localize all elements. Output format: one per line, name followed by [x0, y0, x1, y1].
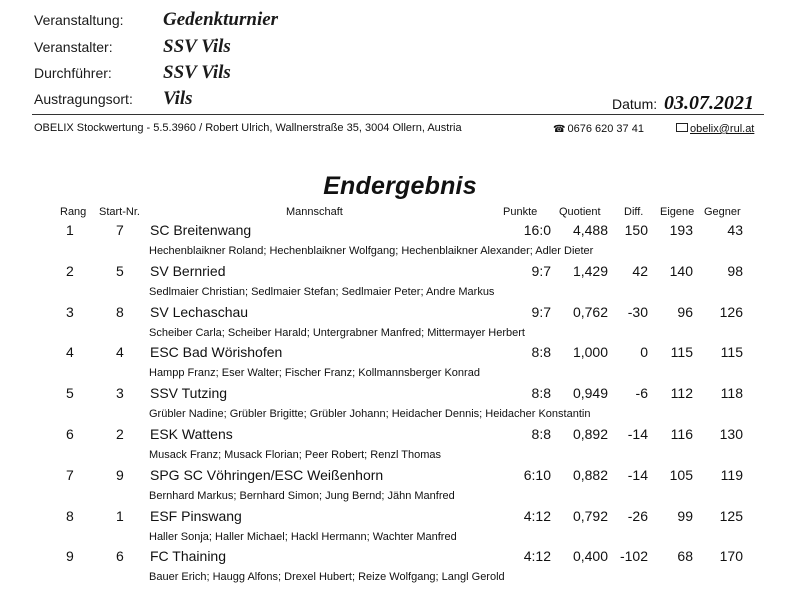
rank-cell: 8 — [66, 507, 74, 524]
points-cell: 8:8 — [531, 385, 551, 402]
durchfuehrer-value: SSV Vils — [163, 62, 231, 83]
own-cell: 68 — [677, 548, 693, 565]
datum-label: Datum: — [612, 96, 658, 112]
start-number-cell: 1 — [116, 507, 124, 524]
rank-cell: 6 — [66, 426, 74, 442]
player-list: Hampp Franz; Eser Walter; Fischer Franz; Kollmannsberger Konrad — [149, 367, 480, 380]
diff-cell: -14 — [627, 426, 648, 442]
col-start: Start-Nr. — [99, 206, 140, 218]
veranstaltung-label: Veranstaltung: — [34, 12, 124, 28]
player-list: Bernhard Markus; Bernhard Simon; Jung Bernd; Jähn Manfred — [149, 489, 455, 502]
quotient-cell: 0,762 — [572, 303, 608, 320]
start-number-cell: 8 — [116, 303, 124, 320]
opponent-cell: 125 — [719, 507, 743, 524]
opponent-cell: 43 — [727, 222, 743, 238]
col-quotient: Quotient — [559, 206, 601, 218]
start-number-cell: 6 — [116, 548, 124, 565]
diff-cell: -26 — [627, 507, 648, 524]
rank-cell: 7 — [66, 466, 74, 483]
points-cell: 16:0 — [523, 222, 551, 238]
start-number-cell: 3 — [116, 385, 124, 402]
table-row — [0, 222, 800, 262]
quotient-cell: 0,949 — [572, 385, 608, 402]
diff-cell: -6 — [635, 385, 648, 402]
quotient-cell: 1,429 — [572, 262, 608, 279]
phone-number: 0676 620 37 41 — [567, 123, 644, 135]
points-cell: 9:7 — [531, 262, 551, 279]
rank-cell: 2 — [66, 262, 74, 279]
quotient-cell: 0,792 — [572, 507, 608, 524]
opponent-cell: 130 — [719, 426, 743, 442]
opponent-cell: 118 — [720, 385, 743, 402]
col-gegner: Gegner — [704, 206, 741, 218]
opponent-cell: 126 — [719, 303, 743, 320]
opponent-cell: 98 — [727, 262, 743, 279]
table-row — [0, 467, 800, 507]
durchfuehrer-label: Durchführer: — [34, 65, 112, 81]
datum-value: 03.07.2021 — [664, 92, 754, 114]
table-row — [0, 508, 800, 548]
opponent-cell: 170 — [719, 548, 743, 565]
table-row — [0, 426, 800, 466]
team-name: ESK Wattens — [150, 426, 233, 442]
page-title: Endergebnis — [323, 172, 477, 200]
email-address[interactable]: obelix@rul.at — [690, 123, 755, 135]
own-cell: 96 — [677, 303, 693, 320]
own-cell: 193 — [669, 222, 693, 238]
opponent-cell: 115 — [720, 344, 743, 361]
player-list: Musack Franz; Musack Florian; Peer Robert; Renzl Thomas — [149, 449, 442, 461]
own-cell: 140 — [669, 262, 693, 279]
phone-icon: ☎ — [553, 124, 566, 135]
start-number-cell: 2 — [116, 426, 124, 442]
points-cell: 6:10 — [523, 466, 551, 483]
col-rang: Rang — [60, 206, 87, 218]
own-cell: 115 — [670, 344, 693, 361]
team-name: ESF Pinswang — [150, 507, 242, 524]
veranstaltung-value: Gedenkturnier — [163, 9, 279, 30]
start-number-cell: 4 — [116, 344, 124, 361]
quotient-cell: 0,400 — [572, 548, 608, 565]
points-cell: 8:8 — [531, 426, 551, 442]
organizer-line: OBELIX Stockwertung - 5.5.3960 / Robert Ulrich, Wallnerstraße 35, 3004 Ollern, Austria — [34, 122, 462, 134]
table-row — [0, 385, 800, 425]
veranstalter-label: Veranstalter: — [34, 39, 113, 55]
player-list: Hechenblaikner Roland; Hechenblaikner Wolfgang; Hechenblaikner Alexander; Adler Dieter — [149, 245, 594, 257]
envelope-icon — [676, 123, 688, 132]
rank-cell: 3 — [66, 303, 74, 320]
points-cell: 4:12 — [523, 507, 551, 524]
own-cell: 99 — [677, 507, 693, 524]
player-list: Sedlmaier Christian; Sedlmaier Stefan; Sedlmaier Peter; Andre Markus — [149, 285, 495, 298]
own-cell: 116 — [670, 426, 693, 442]
rank-cell: 4 — [66, 344, 74, 361]
table-row — [0, 263, 800, 303]
col-punkte: Punkte — [503, 206, 538, 218]
opponent-cell: 119 — [720, 466, 743, 483]
diff-cell: -102 — [619, 548, 648, 565]
player-list: Bauer Erich; Haugg Alfons; Drexel Hubert; Reize Wolfgang; Langl Gerold — [149, 571, 505, 584]
start-number-cell: 5 — [116, 262, 124, 279]
team-name: SV Lechaschau — [150, 303, 249, 320]
diff-cell: -14 — [627, 466, 648, 483]
team-name: SPG SC Vöhringen/ESC Weißenhorn — [150, 466, 384, 483]
table-row — [0, 548, 800, 588]
player-list: Grübler Nadine; Grübler Brigitte; Grübler Johann; Heidacher Dennis; Heidacher Konstantin — [149, 408, 591, 421]
rank-cell: 5 — [66, 385, 74, 402]
start-number-cell: 7 — [116, 222, 124, 238]
quotient-cell: 0,892 — [572, 426, 608, 442]
table-row — [0, 344, 800, 384]
diff-cell: 42 — [632, 262, 648, 279]
rank-cell: 1 — [66, 222, 74, 238]
own-cell: 105 — [669, 466, 693, 483]
austragungsort-label: Austragungsort: — [34, 91, 133, 107]
col-diff: Diff. — [624, 206, 644, 218]
diff-cell: -30 — [627, 303, 648, 320]
quotient-cell: 0,882 — [572, 466, 608, 483]
quotient-cell: 1,000 — [572, 344, 608, 361]
team-name: SC Breitenwang — [150, 222, 252, 238]
player-list: Haller Sonja; Haller Michael; Hackl Hermann; Wachter Manfred — [149, 530, 457, 543]
team-name: SV Bernried — [150, 262, 226, 279]
points-cell: 8:8 — [531, 344, 551, 361]
points-cell: 9:7 — [531, 303, 551, 320]
veranstalter-value: SSV Vils — [163, 36, 231, 57]
organizer-email[interactable] — [676, 123, 754, 135]
points-cell: 4:12 — [523, 548, 551, 565]
team-name: FC Thaining — [150, 548, 227, 565]
diff-cell: 150 — [624, 222, 648, 238]
rank-cell: 9 — [66, 548, 74, 565]
austragungsort-value: Vils — [163, 88, 193, 109]
quotient-cell: 4,488 — [572, 222, 608, 238]
diff-cell: 0 — [640, 344, 648, 361]
team-name: ESC Bad Wörishofen — [150, 344, 283, 361]
col-mannschaft: Mannschaft — [286, 206, 343, 218]
header-divider — [32, 114, 764, 115]
own-cell: 112 — [670, 385, 693, 402]
table-row — [0, 304, 800, 344]
start-number-cell: 9 — [116, 466, 124, 483]
team-name: SSV Tutzing — [150, 385, 228, 402]
col-eigene: Eigene — [660, 206, 695, 218]
organizer-phone — [553, 123, 644, 135]
player-list: Scheiber Carla; Scheiber Harald; Untergrabner Manfred; Mittermayer Herbert — [149, 326, 525, 339]
